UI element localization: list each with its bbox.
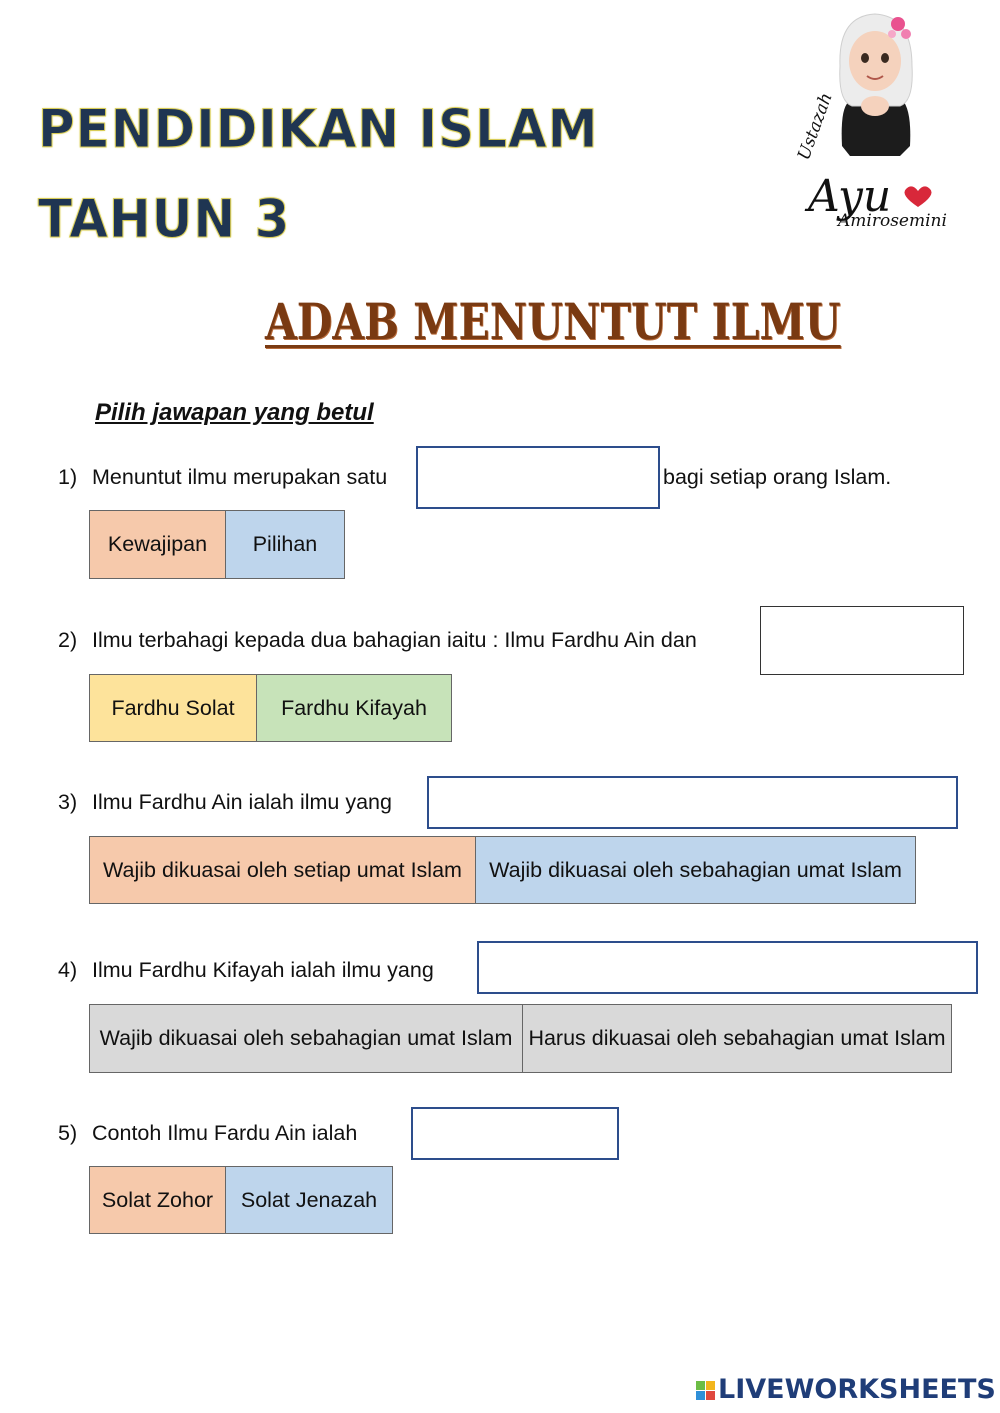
signature-ustazah: Ustazah [794, 90, 837, 163]
answer-box-4[interactable] [477, 941, 978, 994]
answer-box-5[interactable] [411, 1107, 619, 1160]
grade-heading: TAHUN 3 [38, 188, 291, 250]
answer-box-2[interactable] [760, 606, 964, 675]
signature-amirosemini: Amirosemini [838, 211, 947, 231]
question-number: 5) [58, 1121, 78, 1145]
option-kewajipan[interactable]: Kewajipan [89, 510, 226, 579]
option-solat-jenazah[interactable]: Solat Jenazah [225, 1166, 393, 1234]
brand-text: LIVEWORKSHEETS [718, 1374, 996, 1405]
option-solat-zohor[interactable]: Solat Zohor [89, 1166, 226, 1234]
question-3 [58, 790, 392, 815]
question-4 [58, 958, 434, 983]
question-1 [58, 465, 387, 490]
instruction-text: Pilih jawapan yang betul [95, 399, 374, 426]
option-fardhu-solat[interactable]: Fardhu Solat [89, 674, 257, 742]
question-number: 2) [58, 628, 78, 652]
question-text: Contoh Ilmu Fardu Ain ialah [92, 1121, 358, 1145]
option-pilihan[interactable]: Pilihan [225, 510, 345, 579]
question-text: Ilmu Fardhu Kifayah ialah ilmu yang [92, 958, 434, 982]
question-number: 3) [58, 790, 78, 814]
question-number: 1) [58, 465, 78, 489]
option-wajib-sebahagian[interactable]: Wajib dikuasai oleh sebahagian umat Islam [475, 836, 916, 904]
subject-heading: PENDIDIKAN ISLAM [38, 98, 599, 160]
question-text: Ilmu Fardhu Ain ialah ilmu yang [92, 790, 392, 814]
worksheet-title: ADAB MENUNTUT ILMU [265, 292, 841, 351]
question-2 [58, 628, 697, 653]
question-5 [58, 1121, 357, 1146]
teacher-avatar-logo [780, 6, 950, 246]
option-fardhu-kifayah[interactable]: Fardhu Kifayah [256, 674, 452, 742]
option-wajib-sebahagian-4[interactable]: Wajib dikuasai oleh sebahagian umat Islam [89, 1004, 523, 1073]
option-harus-sebahagian[interactable]: Harus dikuasai oleh sebahagian umat Islam [522, 1004, 952, 1073]
option-wajib-setiap[interactable]: Wajib dikuasai oleh setiap umat Islam [89, 836, 476, 904]
answer-box-3[interactable] [427, 776, 958, 829]
answer-box-1[interactable] [416, 446, 660, 509]
signature-ayu: Ayu [808, 171, 892, 222]
liveworksheets-logo[interactable] [696, 1374, 996, 1405]
question-text-after: bagi setiap orang Islam. [663, 465, 892, 489]
question-text: Menuntut ilmu merupakan satu [92, 465, 388, 489]
question-number: 4) [58, 958, 78, 982]
question-text: Ilmu terbahagi kepada dua bahagian iaitu : Ilmu Fardhu Ain dan [92, 628, 697, 652]
liveworksheets-icon [696, 1381, 715, 1400]
